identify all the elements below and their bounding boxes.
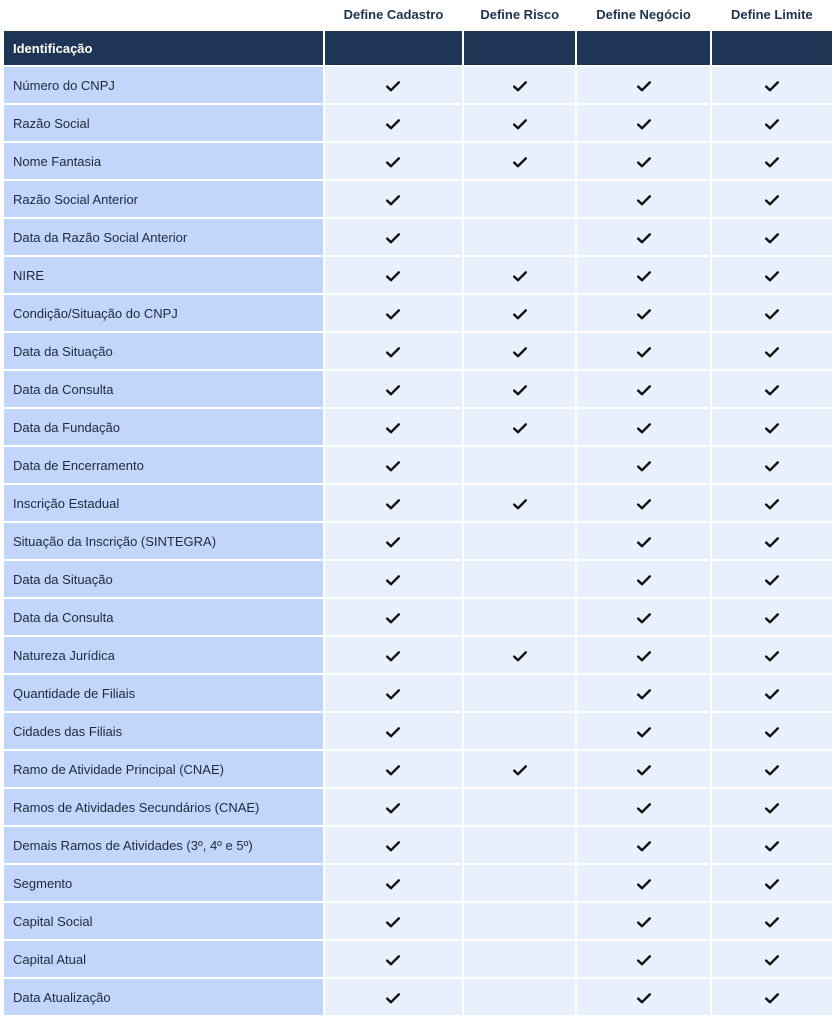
- check-icon: [637, 649, 651, 660]
- row-label: Data da Situação: [4, 333, 323, 369]
- column-header-define-risco: Define Risco: [480, 7, 560, 22]
- cell-define-negocio: [577, 827, 709, 863]
- section-blank-cell: [464, 31, 575, 65]
- cell-define-cadastro: [325, 523, 462, 559]
- check-icon: [386, 611, 400, 622]
- check-icon: [765, 383, 779, 394]
- row-label: NIRE: [4, 257, 323, 293]
- check-icon: [386, 421, 400, 432]
- row-label: Segmento: [4, 865, 323, 901]
- check-icon: [637, 687, 651, 698]
- row-label: Capital Social: [4, 903, 323, 939]
- table-row: [4, 751, 832, 787]
- cell-define-negocio: [577, 751, 709, 787]
- cell-define-risco: [464, 561, 575, 597]
- check-icon: [637, 193, 651, 204]
- table-row: [4, 219, 832, 255]
- table-row: [4, 67, 832, 103]
- table-row: [4, 371, 832, 407]
- cell-define-limite: [712, 143, 832, 179]
- cell-define-negocio: [577, 903, 709, 939]
- cell-define-risco: [464, 371, 575, 407]
- corner-cell: [4, 0, 323, 29]
- column-header-define-limite: Define Limite: [731, 7, 813, 22]
- row-label: Natureza Jurídica: [4, 637, 323, 673]
- check-icon: [637, 269, 651, 280]
- check-icon: [386, 953, 400, 964]
- row-label: Data da Situação: [4, 561, 323, 597]
- cell-define-negocio: [577, 371, 709, 407]
- row-label: Capital Atual: [4, 941, 323, 977]
- check-icon: [765, 877, 779, 888]
- cell-define-limite: [712, 675, 832, 711]
- cell-define-negocio: [577, 561, 709, 597]
- check-icon: [765, 459, 779, 470]
- cell-define-risco: [464, 485, 575, 521]
- column-header-define-cadastro: Define Cadastro: [343, 7, 444, 22]
- table-row: [4, 333, 832, 369]
- cell-define-cadastro: [325, 409, 462, 445]
- table-row: [4, 713, 832, 749]
- cell-define-cadastro: [325, 371, 462, 407]
- check-icon: [386, 725, 400, 736]
- identification-table: [2, 0, 834, 1017]
- cell-define-cadastro: [325, 561, 462, 597]
- table-row: [4, 865, 832, 901]
- check-icon: [765, 269, 779, 280]
- cell-define-limite: [712, 561, 832, 597]
- check-icon: [386, 649, 400, 660]
- cell-define-risco: [464, 333, 575, 369]
- check-icon: [386, 117, 400, 128]
- cell-define-limite: [712, 827, 832, 863]
- row-label: Data Atualização: [4, 979, 323, 1015]
- section-blank-cell: [577, 31, 709, 65]
- check-icon: [386, 79, 400, 90]
- cell-define-risco: [464, 447, 575, 483]
- check-icon: [637, 877, 651, 888]
- check-icon: [637, 117, 651, 128]
- check-icon: [765, 839, 779, 850]
- cell-define-cadastro: [325, 447, 462, 483]
- check-icon: [637, 383, 651, 394]
- column-header-row: [4, 0, 832, 29]
- check-icon: [765, 763, 779, 774]
- column-header-define-negocio: Define Negócio: [596, 7, 691, 22]
- row-label: Condição/Situação do CNPJ: [4, 295, 323, 331]
- cell-define-negocio: [577, 409, 709, 445]
- cell-define-cadastro: [325, 675, 462, 711]
- cell-define-negocio: [577, 941, 709, 977]
- row-label: Nome Fantasia: [4, 143, 323, 179]
- check-icon: [765, 687, 779, 698]
- cell-define-risco: [464, 827, 575, 863]
- section-header-row: [4, 31, 832, 65]
- check-icon: [637, 801, 651, 812]
- cell-define-negocio: [577, 295, 709, 331]
- cell-define-risco: [464, 637, 575, 673]
- section-blank-cell: [325, 31, 462, 65]
- check-icon: [513, 307, 527, 318]
- check-icon: [386, 801, 400, 812]
- table-row: [4, 561, 832, 597]
- cell-define-cadastro: [325, 941, 462, 977]
- cell-define-cadastro: [325, 333, 462, 369]
- check-icon: [513, 117, 527, 128]
- cell-define-limite: [712, 67, 832, 103]
- table-row: [4, 447, 832, 483]
- cell-define-risco: [464, 143, 575, 179]
- cell-define-risco: [464, 903, 575, 939]
- check-icon: [513, 649, 527, 660]
- cell-define-limite: [712, 941, 832, 977]
- cell-define-cadastro: [325, 789, 462, 825]
- cell-define-cadastro: [325, 713, 462, 749]
- cell-define-negocio: [577, 789, 709, 825]
- check-icon: [637, 307, 651, 318]
- check-icon: [513, 269, 527, 280]
- row-label: Data da Razão Social Anterior: [4, 219, 323, 255]
- row-label: Ramos de Atividades Secundários (CNAE): [4, 789, 323, 825]
- check-icon: [386, 687, 400, 698]
- check-icon: [637, 231, 651, 242]
- cell-define-negocio: [577, 257, 709, 293]
- check-icon: [637, 763, 651, 774]
- check-icon: [765, 231, 779, 242]
- row-label: Razão Social: [4, 105, 323, 141]
- cell-define-cadastro: [325, 143, 462, 179]
- check-icon: [637, 725, 651, 736]
- table-row: [4, 827, 832, 863]
- cell-define-cadastro: [325, 105, 462, 141]
- table-row: [4, 789, 832, 825]
- table-head: [4, 0, 832, 29]
- check-icon: [765, 573, 779, 584]
- section-title: Identificação: [4, 31, 323, 65]
- table-row: [4, 979, 832, 1015]
- check-icon: [765, 725, 779, 736]
- cell-define-risco: [464, 67, 575, 103]
- check-icon: [513, 345, 527, 356]
- check-icon: [765, 421, 779, 432]
- cell-define-negocio: [577, 447, 709, 483]
- cell-define-limite: [712, 371, 832, 407]
- check-icon: [765, 79, 779, 90]
- check-icon: [637, 953, 651, 964]
- check-icon: [637, 421, 651, 432]
- cell-define-limite: [712, 599, 832, 635]
- table-row: [4, 523, 832, 559]
- check-icon: [386, 459, 400, 470]
- cell-define-negocio: [577, 713, 709, 749]
- check-icon: [765, 117, 779, 128]
- row-label: Inscrição Estadual: [4, 485, 323, 521]
- check-icon: [386, 383, 400, 394]
- check-icon: [637, 611, 651, 622]
- table-row: [4, 637, 832, 673]
- cell-define-negocio: [577, 333, 709, 369]
- cell-define-risco: [464, 105, 575, 141]
- check-icon: [386, 269, 400, 280]
- check-icon: [637, 535, 651, 546]
- check-icon: [386, 307, 400, 318]
- cell-define-risco: [464, 257, 575, 293]
- cell-define-risco: [464, 523, 575, 559]
- cell-define-risco: [464, 789, 575, 825]
- cell-define-risco: [464, 675, 575, 711]
- cell-define-cadastro: [325, 599, 462, 635]
- check-icon: [637, 839, 651, 850]
- cell-define-limite: [712, 523, 832, 559]
- cell-define-risco: [464, 713, 575, 749]
- check-icon: [765, 193, 779, 204]
- check-icon: [386, 535, 400, 546]
- cell-define-negocio: [577, 105, 709, 141]
- check-icon: [637, 79, 651, 90]
- check-icon: [765, 953, 779, 964]
- check-icon: [765, 649, 779, 660]
- row-label: Data de Encerramento: [4, 447, 323, 483]
- table-row: [4, 599, 832, 635]
- row-label: Data da Consulta: [4, 599, 323, 635]
- cell-define-negocio: [577, 143, 709, 179]
- cell-define-limite: [712, 485, 832, 521]
- cell-define-cadastro: [325, 295, 462, 331]
- cell-define-risco: [464, 181, 575, 217]
- cell-define-risco: [464, 599, 575, 635]
- check-icon: [513, 763, 527, 774]
- cell-define-cadastro: [325, 257, 462, 293]
- row-label: Quantidade de Filiais: [4, 675, 323, 711]
- check-icon: [765, 915, 779, 926]
- table-row: [4, 485, 832, 521]
- cell-define-negocio: [577, 219, 709, 255]
- cell-define-limite: [712, 409, 832, 445]
- check-icon: [765, 345, 779, 356]
- cell-define-limite: [712, 447, 832, 483]
- cell-define-cadastro: [325, 979, 462, 1015]
- check-icon: [765, 497, 779, 508]
- cell-define-negocio: [577, 67, 709, 103]
- check-icon: [637, 155, 651, 166]
- cell-define-cadastro: [325, 827, 462, 863]
- check-icon: [386, 763, 400, 774]
- row-label: Demais Ramos de Atividades (3º, 4º e 5º): [4, 827, 323, 863]
- data-table-container: [4, 0, 830, 1017]
- check-icon: [386, 877, 400, 888]
- cell-define-limite: [712, 637, 832, 673]
- cell-define-limite: [712, 903, 832, 939]
- cell-define-limite: [712, 865, 832, 901]
- cell-define-limite: [712, 105, 832, 141]
- check-icon: [637, 573, 651, 584]
- cell-define-negocio: [577, 485, 709, 521]
- cell-define-negocio: [577, 979, 709, 1015]
- table-row: [4, 675, 832, 711]
- check-icon: [637, 459, 651, 470]
- check-icon: [386, 155, 400, 166]
- check-icon: [513, 497, 527, 508]
- table-row: [4, 409, 832, 445]
- row-label: Ramo de Atividade Principal (CNAE): [4, 751, 323, 787]
- cell-define-risco: [464, 409, 575, 445]
- check-icon: [637, 915, 651, 926]
- check-icon: [765, 155, 779, 166]
- cell-define-cadastro: [325, 903, 462, 939]
- check-icon: [765, 535, 779, 546]
- row-label: Número do CNPJ: [4, 67, 323, 103]
- cell-define-limite: [712, 181, 832, 217]
- check-icon: [765, 611, 779, 622]
- cell-define-cadastro: [325, 181, 462, 217]
- cell-define-cadastro: [325, 485, 462, 521]
- table-row: [4, 181, 832, 217]
- cell-define-cadastro: [325, 637, 462, 673]
- cell-define-limite: [712, 713, 832, 749]
- cell-define-negocio: [577, 865, 709, 901]
- table-body: [4, 31, 832, 1015]
- cell-define-negocio: [577, 181, 709, 217]
- cell-define-cadastro: [325, 865, 462, 901]
- check-icon: [765, 307, 779, 318]
- cell-define-negocio: [577, 599, 709, 635]
- check-icon: [513, 421, 527, 432]
- check-icon: [513, 155, 527, 166]
- cell-define-negocio: [577, 637, 709, 673]
- cell-define-cadastro: [325, 67, 462, 103]
- table-row: [4, 143, 832, 179]
- cell-define-negocio: [577, 523, 709, 559]
- check-icon: [386, 573, 400, 584]
- check-icon: [386, 345, 400, 356]
- check-icon: [386, 839, 400, 850]
- cell-define-risco: [464, 751, 575, 787]
- cell-define-risco: [464, 865, 575, 901]
- table-row: [4, 105, 832, 141]
- check-icon: [765, 991, 779, 1002]
- check-icon: [386, 497, 400, 508]
- table-row: [4, 941, 832, 977]
- cell-define-limite: [712, 295, 832, 331]
- check-icon: [637, 991, 651, 1002]
- cell-define-negocio: [577, 675, 709, 711]
- cell-define-limite: [712, 751, 832, 787]
- cell-define-limite: [712, 789, 832, 825]
- check-icon: [386, 991, 400, 1002]
- cell-define-cadastro: [325, 219, 462, 255]
- check-icon: [386, 915, 400, 926]
- check-icon: [765, 801, 779, 812]
- row-label: Cidades das Filiais: [4, 713, 323, 749]
- check-icon: [513, 79, 527, 90]
- cell-define-limite: [712, 979, 832, 1015]
- check-icon: [386, 231, 400, 242]
- row-label: Razão Social Anterior: [4, 181, 323, 217]
- table-row: [4, 257, 832, 293]
- cell-define-limite: [712, 257, 832, 293]
- cell-define-risco: [464, 979, 575, 1015]
- check-icon: [513, 383, 527, 394]
- cell-define-risco: [464, 295, 575, 331]
- table-row: [4, 903, 832, 939]
- row-label: Data da Consulta: [4, 371, 323, 407]
- row-label: Situação da Inscrição (SINTEGRA): [4, 523, 323, 559]
- row-label: Data da Fundação: [4, 409, 323, 445]
- check-icon: [637, 497, 651, 508]
- check-icon: [386, 193, 400, 204]
- cell-define-risco: [464, 941, 575, 977]
- check-icon: [637, 345, 651, 356]
- table-row: [4, 295, 832, 331]
- section-blank-cell: [712, 31, 832, 65]
- cell-define-limite: [712, 333, 832, 369]
- cell-define-cadastro: [325, 751, 462, 787]
- cell-define-risco: [464, 219, 575, 255]
- cell-define-limite: [712, 219, 832, 255]
